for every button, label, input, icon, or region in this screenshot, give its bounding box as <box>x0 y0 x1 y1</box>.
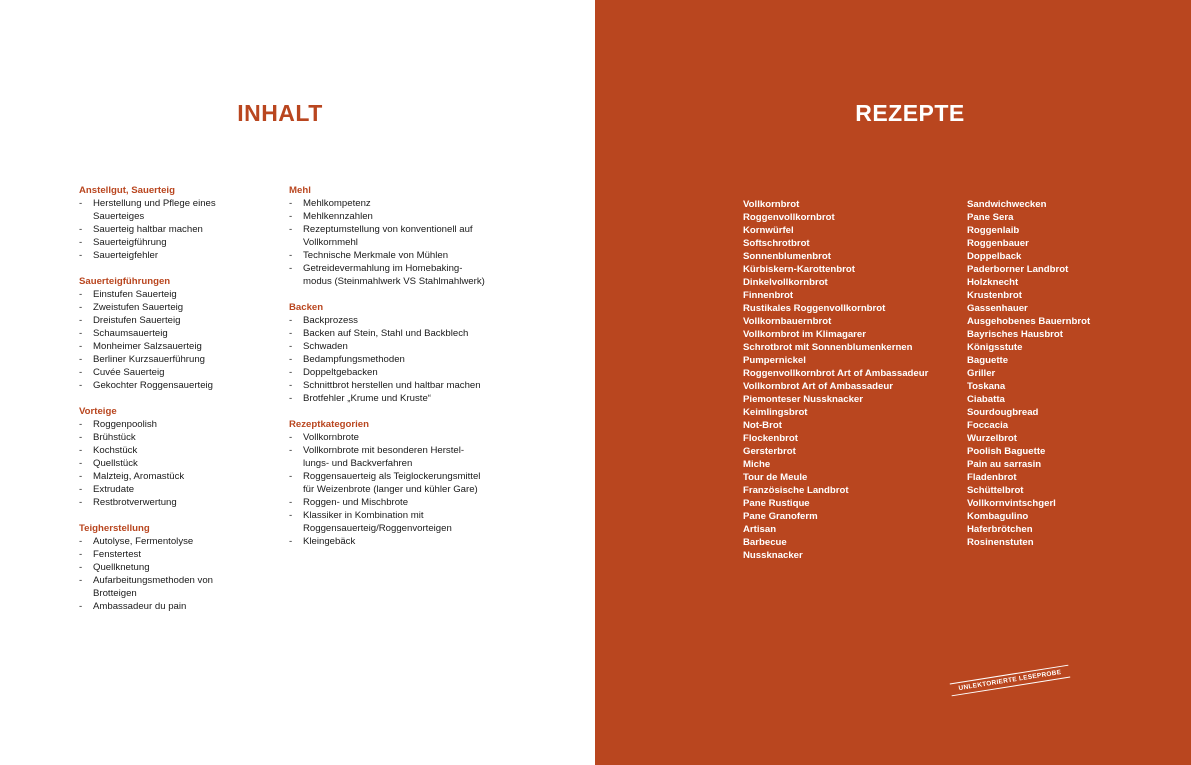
recipe-item: Wurzelbrot <box>967 433 1017 444</box>
toc-section-heading: Anstellgut, Sauerteig <box>79 185 175 196</box>
toc-entry-text: Monheimer Salzsauerteig <box>93 341 202 352</box>
toc-entry <box>289 509 514 535</box>
toc-entry-text: Gekochter Roggensauerteig <box>93 380 213 391</box>
toc-section-heading: Vorteige <box>79 406 117 417</box>
toc-entry <box>289 496 514 509</box>
left-page <box>0 0 595 765</box>
toc-section-heading: Rezeptkategorien <box>289 419 369 430</box>
toc-entry <box>289 314 514 327</box>
toc-section-heading: Teigherstellung <box>79 523 150 534</box>
toc-entry <box>79 431 279 444</box>
toc-entry <box>289 262 514 288</box>
toc-entry-text: Kochstück <box>93 445 138 456</box>
toc-dash: - <box>289 367 293 378</box>
recipe-item: Foccacia <box>967 420 1009 431</box>
toc-entry-text: Dreistufen Sauerteig <box>93 315 181 326</box>
recipe-item: Griller <box>967 368 996 379</box>
toc-dash: - <box>79 341 83 352</box>
toc-entry <box>289 197 514 210</box>
toc-dash: - <box>289 354 293 365</box>
right-page <box>595 0 1191 765</box>
toc-dash: - <box>79 575 83 586</box>
toc-dash: - <box>79 536 83 547</box>
recipe-item: Barbecue <box>743 537 787 548</box>
recipe-item: Vollkornbrot Art of Ambassadeur <box>743 381 893 392</box>
toc-column-2 <box>289 184 514 561</box>
toc-dash: - <box>79 471 83 482</box>
toc-entry-text: Vollkornbrote <box>303 432 359 443</box>
toc-entry <box>79 379 279 392</box>
toc-entry <box>79 249 279 262</box>
toc-entry <box>289 223 514 249</box>
toc-entry <box>79 418 279 431</box>
toc-entry-text: Quellstück <box>93 458 138 469</box>
recipe-item: Toskana <box>967 381 1006 392</box>
toc-entry-text: Zweistufen Sauerteig <box>93 302 184 313</box>
recipe-column-2 <box>967 198 1177 549</box>
toc-entry-text: Schnittbrot herstellen und haltbar machen <box>303 380 481 391</box>
toc-entry <box>289 210 514 223</box>
recipe-item: Doppelback <box>967 251 1022 262</box>
toc-entry <box>79 535 279 548</box>
recipe-item: Haferbrötchen <box>967 524 1033 535</box>
recipe-item: Schüttelbrot <box>967 485 1024 496</box>
toc-entry <box>79 314 279 327</box>
recipe-item: Baguette <box>967 355 1009 366</box>
toc-dash: - <box>79 445 83 456</box>
toc-dash: - <box>289 471 293 482</box>
toc-column-1 <box>79 184 279 626</box>
recipe-item: Rustikales Roggenvollkornbrot <box>743 303 886 314</box>
toc-dash: - <box>79 237 83 248</box>
toc-entry <box>79 574 279 600</box>
toc-entry <box>79 223 279 236</box>
toc-dash: - <box>79 302 83 313</box>
toc-dash: - <box>79 458 83 469</box>
toc-dash: - <box>289 315 293 326</box>
recipe-item: Tour de Meule <box>743 472 808 483</box>
toc-entry-text: Roggensauerteig als Teiglockerungsmittel für Weizenbrote (langer und kühler Gare) <box>303 471 481 495</box>
toc-dash: - <box>289 341 293 352</box>
recipe-item: Dinkelvollkornbrot <box>743 277 828 288</box>
recipe-item: Vollkornbrot <box>743 199 800 210</box>
toc-dash: - <box>289 250 293 261</box>
leseprobe-stamp <box>949 658 1072 703</box>
toc-dash: - <box>79 315 83 326</box>
toc-dash: - <box>79 484 83 495</box>
recipe-item: Flockenbrot <box>743 433 798 444</box>
toc-entry-text: Klassiker in Kombination mit Roggensauerteig/Roggenvorteigen <box>303 510 452 534</box>
toc-entry-text: Brotfehler „Krume und Kruste“ <box>303 393 431 404</box>
toc-entry-text: Malzteig, Aromastück <box>93 471 185 482</box>
toc-section-heading: Sauerteigführungen <box>79 276 171 287</box>
toc-entry-text: Kleingebäck <box>303 536 356 547</box>
toc-dash: - <box>289 510 293 521</box>
toc-entry-text: Fenstertest <box>93 549 141 560</box>
recipe-item: Französische Landbrot <box>743 485 849 496</box>
recipe-item: Pane Sera <box>967 212 1014 223</box>
toc-section <box>289 184 514 288</box>
toc-dash: - <box>289 224 293 235</box>
inhalt-title: INHALT <box>237 100 323 126</box>
toc-dash: - <box>289 536 293 547</box>
toc-dash: - <box>79 354 83 365</box>
recipe-item: Nussknacker <box>743 550 803 561</box>
toc-entry <box>289 340 514 353</box>
recipe-item: Paderborner Landbrot <box>967 264 1069 275</box>
toc-dash: - <box>289 393 293 404</box>
toc-dash: - <box>79 250 83 261</box>
toc-dash: - <box>79 432 83 443</box>
toc-entry-text: Bedampfungsmethoden <box>303 354 405 365</box>
toc-entry-text: Schwaden <box>303 341 348 352</box>
recipe-item: Pumpernickel <box>743 355 806 366</box>
recipe-item: Holzknecht <box>967 277 1019 288</box>
toc-entry-text: Technische Merkmale von Mühlen <box>303 250 449 261</box>
toc-entry <box>79 236 279 249</box>
toc-entry <box>79 470 279 483</box>
toc-entry <box>289 327 514 340</box>
toc-entry-text: Sauerteig haltbar machen <box>93 224 203 235</box>
toc-dash: - <box>79 601 83 612</box>
recipe-item: Roggenlaib <box>967 225 1020 236</box>
toc-entry <box>79 366 279 379</box>
recipe-item: Schrotbrot mit Sonnenblumenkernen <box>743 342 913 353</box>
recipe-item: Pane Rustique <box>743 498 810 509</box>
toc-entry-text: Mehlkennzahlen <box>303 211 373 222</box>
recipe-item: Vollkornvintschgerl <box>967 498 1056 509</box>
recipe-item: Piemonteser Nussknacker <box>743 394 863 405</box>
toc-entry-text: Getreidevermahlung im Homebaking- modus (Steinmahlwerk VS Stahlmahlwerk) <box>303 263 485 287</box>
toc-entry-text: Mehlkompetenz <box>303 198 371 209</box>
recipe-item: Gersterbrot <box>743 446 796 457</box>
toc-entry-text: Quellknetung <box>93 562 150 573</box>
toc-entry-text: Berliner Kurzsauerführung <box>93 354 205 365</box>
toc-entry <box>79 548 279 561</box>
toc-entry <box>79 327 279 340</box>
toc-entry <box>289 470 514 496</box>
toc-dash: - <box>79 380 83 391</box>
toc-entry <box>79 444 279 457</box>
toc-section <box>79 405 279 509</box>
toc-entry-text: Schaumsauerteig <box>93 328 168 339</box>
toc-section-heading: Mehl <box>289 185 311 196</box>
toc-dash: - <box>79 549 83 560</box>
toc-entry-text: Rezeptumstellung von konventionell auf Vollkornmehl <box>303 224 473 248</box>
toc-section <box>289 301 514 405</box>
recipe-item: Poolish Baguette <box>967 446 1046 457</box>
recipe-item: Roggenbauer <box>967 238 1029 249</box>
toc-entry <box>289 366 514 379</box>
toc-section <box>289 418 514 548</box>
toc-dash: - <box>79 289 83 300</box>
toc-entry <box>79 301 279 314</box>
toc-entry-text: Backprozess <box>303 315 358 326</box>
toc-section <box>79 522 279 613</box>
toc-entry <box>79 600 279 613</box>
recipe-item: Rosinenstuten <box>967 537 1034 548</box>
recipe-item: Gassenhauer <box>967 303 1028 314</box>
toc-entry-text: Extrudate <box>93 484 135 495</box>
recipe-item: Finnenbrot <box>743 290 794 301</box>
toc-dash: - <box>79 419 83 430</box>
recipe-column-1 <box>743 198 953 562</box>
recipe-item: Sandwichwecken <box>967 199 1047 210</box>
toc-entry <box>289 444 514 470</box>
toc-entry <box>289 535 514 548</box>
recipe-item: Sonnenblumenbrot <box>743 251 831 262</box>
recipe-item: Softschrotbrot <box>743 238 810 249</box>
toc-entry-text: Sauerteigführung <box>93 237 167 248</box>
toc-entry <box>79 288 279 301</box>
toc-dash: - <box>289 445 293 456</box>
toc-section-heading: Backen <box>289 302 324 313</box>
recipe-item: Vollkornbauernbrot <box>743 316 832 327</box>
recipe-item: Kombagulino <box>967 511 1029 522</box>
recipe-item: Krustenbrot <box>967 290 1022 301</box>
toc-dash: - <box>289 497 293 508</box>
toc-entry-text: Doppeltgebacken <box>303 367 378 378</box>
toc-dash: - <box>79 328 83 339</box>
toc-entry <box>289 249 514 262</box>
toc-entry <box>79 340 279 353</box>
toc-entry-text: Einstufen Sauerteig <box>93 289 177 300</box>
recipe-item: Pane Granoferm <box>743 511 818 522</box>
recipe-item: Miche <box>743 459 771 470</box>
toc-entry <box>79 353 279 366</box>
toc-entry-text: Roggenpoolish <box>93 419 158 430</box>
toc-entry <box>79 457 279 470</box>
toc-entry-text: Ambassadeur du pain <box>93 601 187 612</box>
toc-entry-text: Herstellung und Pflege eines Sauerteiges <box>93 198 216 222</box>
recipe-item: Fladenbrot <box>967 472 1017 483</box>
toc-dash: - <box>79 367 83 378</box>
toc-entry <box>79 197 279 223</box>
recipe-item: Pain au sarrasin <box>967 459 1042 470</box>
recipe-item: Kürbiskern-Karottenbrot <box>743 264 855 275</box>
toc-entry-text: Restbrotverwertung <box>93 497 177 508</box>
toc-entry <box>289 379 514 392</box>
recipe-item: Vollkornbrot im Klimagarer <box>743 329 866 340</box>
toc-entry <box>289 431 514 444</box>
toc-entry-text: Backen auf Stein, Stahl und Backblech <box>303 328 469 339</box>
toc-dash: - <box>79 562 83 573</box>
toc-entry-text: Cuvée Sauerteig <box>93 367 165 378</box>
toc-dash: - <box>79 198 83 209</box>
recipe-item: Kornwürfel <box>743 225 794 236</box>
toc-dash: - <box>79 224 83 235</box>
toc-entry-text: Sauerteigfehler <box>93 250 159 261</box>
recipe-item: Königsstute <box>967 342 1023 353</box>
toc-entry-text: Autolyse, Fermentolyse <box>93 536 194 547</box>
toc-dash: - <box>79 497 83 508</box>
toc-dash: - <box>289 211 293 222</box>
toc-dash: - <box>289 263 293 274</box>
toc-section <box>79 275 279 392</box>
toc-dash: - <box>289 198 293 209</box>
recipe-item: Roggenvollkornbrot <box>743 212 835 223</box>
recipe-item: Ciabatta <box>967 394 1005 405</box>
toc-entry-text: Brühstück <box>93 432 136 443</box>
toc-entry <box>289 353 514 366</box>
recipe-item: Bayrisches Hausbrot <box>967 329 1063 340</box>
toc-dash: - <box>289 380 293 391</box>
recipe-item: Sourdougbread <box>967 407 1039 418</box>
toc-dash: - <box>289 432 293 443</box>
recipe-item: Ausgehobenes Bauernbrot <box>967 316 1091 327</box>
stamp-text: UNLEKTORIERTE LESEPROBE <box>958 668 1062 693</box>
rezepte-title: REZEPTE <box>855 100 965 126</box>
toc-section <box>79 184 279 262</box>
toc-entry <box>289 392 514 405</box>
toc-dash: - <box>289 328 293 339</box>
toc-entry-text: Roggen- und Mischbrote <box>303 497 409 508</box>
recipe-item: Roggenvollkornbrot Art of Ambassadeur <box>743 368 929 379</box>
toc-entry-text: Vollkornbrote mit besonderen Herstel- lungs- und Backverfahren <box>303 445 465 469</box>
toc-entry <box>79 483 279 496</box>
toc-entry-text: Aufarbeitungsmethoden von Brotteigen <box>93 575 214 599</box>
toc-entry <box>79 496 279 509</box>
toc-entry <box>79 561 279 574</box>
recipe-item: Not-Brot <box>743 420 782 431</box>
recipe-item: Artisan <box>743 524 777 535</box>
recipe-item: Keimlingsbrot <box>743 407 808 418</box>
